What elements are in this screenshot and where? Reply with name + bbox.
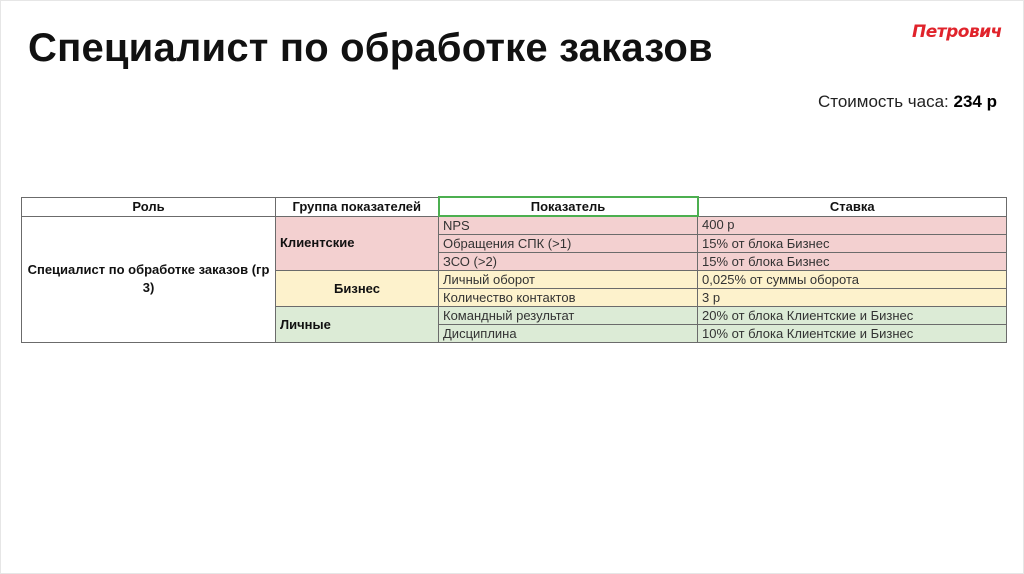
indicator-cell: Личный оборот (439, 271, 698, 289)
rate-cell: 400 р (698, 216, 1007, 235)
group-client: Клиентские (276, 216, 439, 271)
indicator-cell: Обращения СПК (>1) (439, 235, 698, 253)
hourly-cost (818, 92, 997, 112)
hourly-cost-value: 234 р (953, 92, 997, 111)
header-rate: Ставка (698, 197, 1007, 216)
table-row (22, 216, 1007, 235)
rate-cell: 3 р (698, 289, 1007, 307)
header-indicator: Показатель (439, 197, 698, 216)
table-header-row (22, 197, 1007, 216)
rate-cell: 10% от блока Клиентские и Бизнес (698, 325, 1007, 343)
rate-cell: 15% от блока Бизнес (698, 253, 1007, 271)
indicator-cell: NPS (439, 216, 698, 235)
rate-cell: 0,025% от суммы оборота (698, 271, 1007, 289)
hourly-cost-label: Стоимость часа: (817, 92, 949, 111)
rate-cell: 20% от блока Клиентские и Бизнес (698, 307, 1007, 325)
kpi-table (21, 196, 1007, 343)
indicator-cell: Командный результат (439, 307, 698, 325)
page-title: Специалист по обработке заказов (28, 26, 713, 70)
header-role: Роль (22, 197, 276, 216)
role-cell: Специалист по обработке заказов (гр 3) (22, 216, 276, 343)
header-group: Группа показателей (276, 197, 439, 216)
rate-cell: 15% от блока Бизнес (698, 235, 1007, 253)
indicator-cell: ЗСО (>2) (439, 253, 698, 271)
indicator-cell: Количество контактов (439, 289, 698, 307)
group-personal: Личные (276, 307, 439, 343)
group-business: Бизнес (276, 271, 439, 307)
brand-logo: Петрович (912, 22, 1002, 42)
indicator-cell: Дисциплина (439, 325, 698, 343)
